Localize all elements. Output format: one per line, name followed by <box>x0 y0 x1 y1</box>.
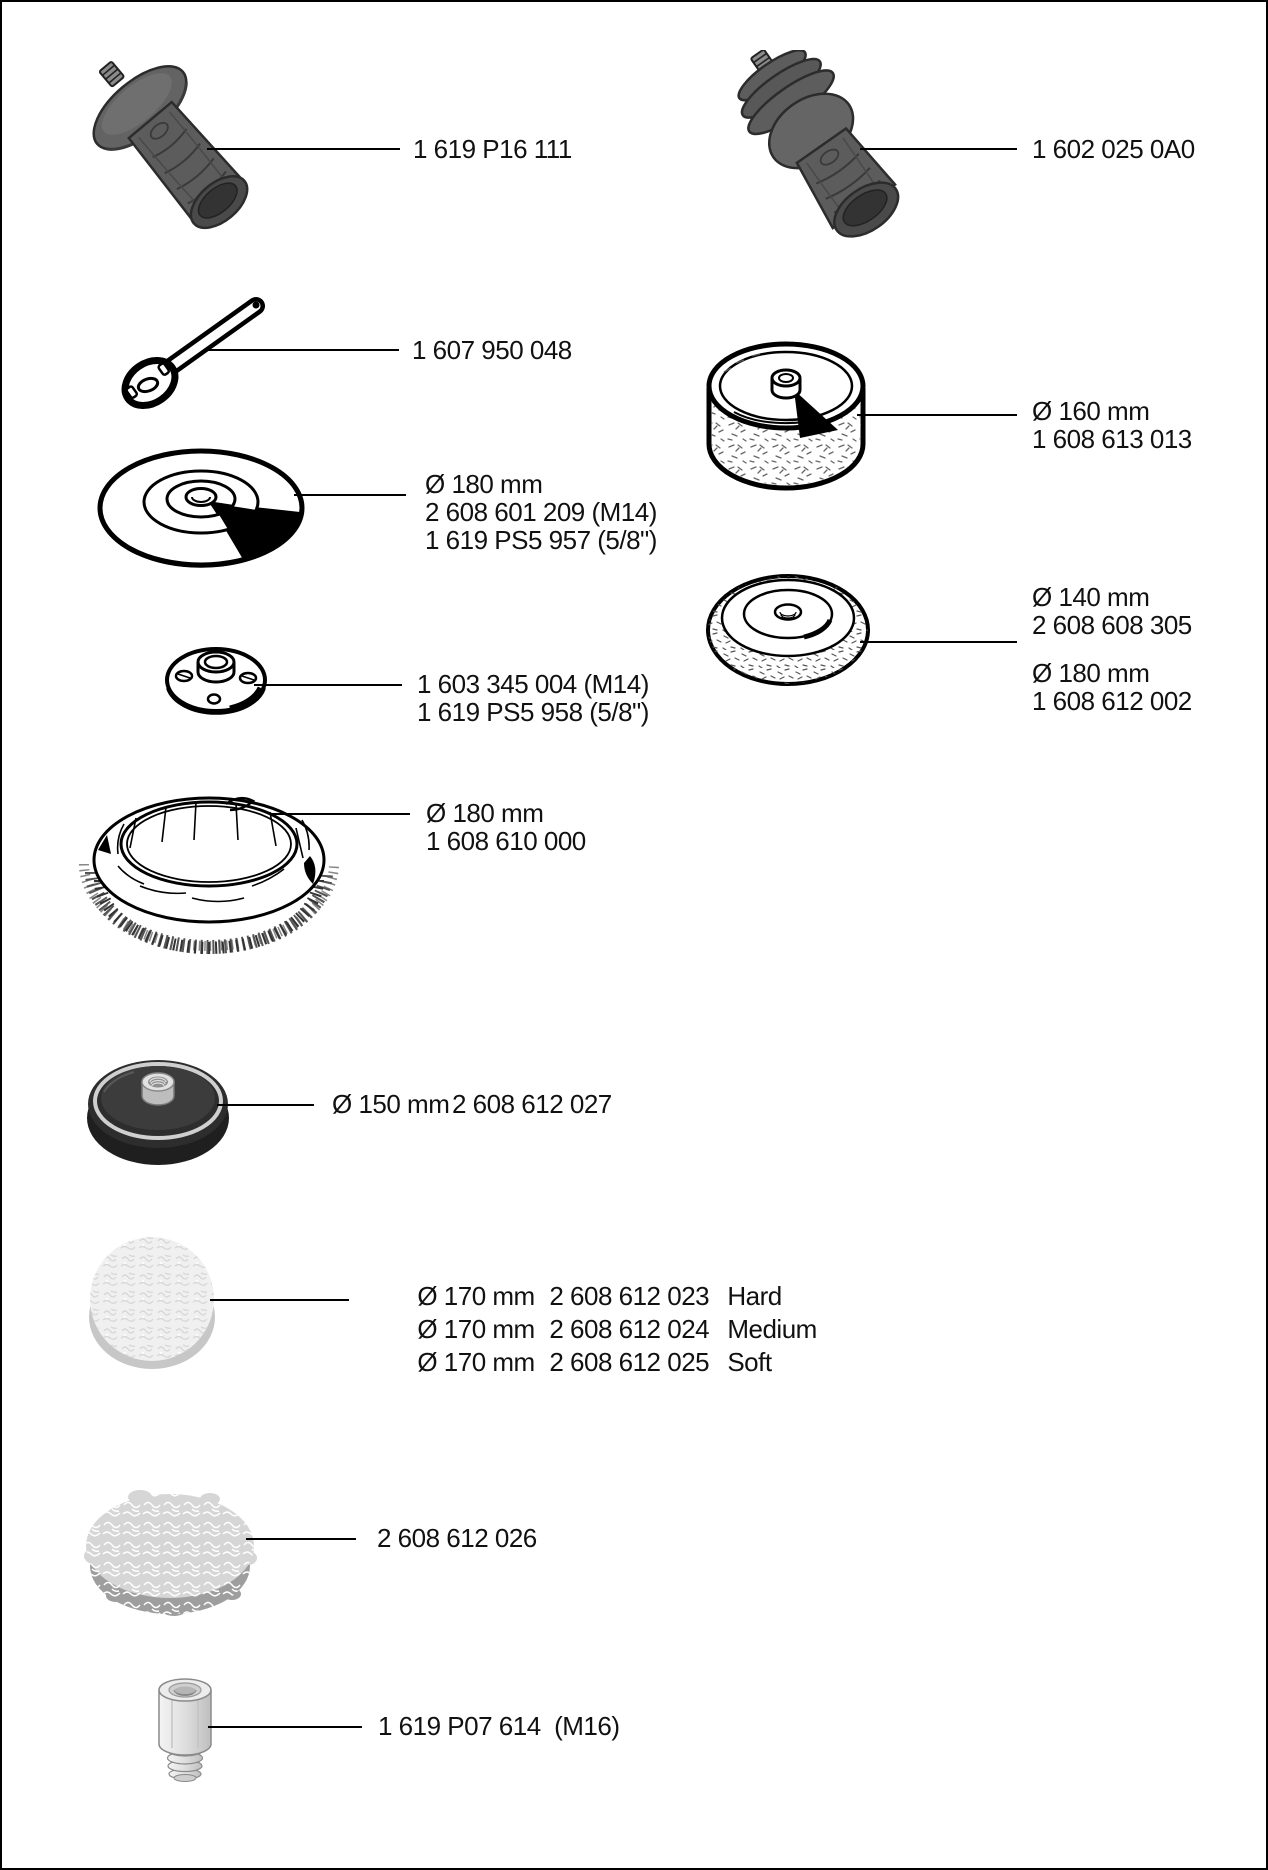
felt-disc-illustration <box>704 560 874 710</box>
leader-line <box>207 349 399 351</box>
leader-line <box>208 1726 362 1728</box>
leader-line <box>217 1104 314 1106</box>
leader-line <box>272 813 410 815</box>
wool-bonnet-illustration <box>74 754 344 974</box>
part-number-label: 1 608 613 013 <box>1032 424 1192 454</box>
leader-line <box>860 148 1017 150</box>
leader-line <box>210 1299 349 1301</box>
part-number-label: 1 608 612 002 <box>1032 686 1192 716</box>
sponge-grade: Medium <box>727 1314 817 1344</box>
part-number-label: 2 608 601 209 (M14) <box>425 497 657 527</box>
sponge-part-number: 2 608 612 023 <box>549 1281 710 1311</box>
lambswool-pad-illustration <box>82 1480 262 1628</box>
leader-line <box>857 414 1017 416</box>
aux-handle-damped-illustration <box>714 50 914 260</box>
sponge-diameter: Ø 170 mm <box>417 1347 535 1377</box>
part-number-label: 1 619 P16 111 <box>413 134 572 164</box>
cup-sponge-illustration <box>704 332 869 517</box>
thread-adapter-illustration <box>148 1674 223 1796</box>
polishing-sponge-illustration <box>84 1235 224 1375</box>
diameter-label: Ø 180 mm <box>1032 658 1150 688</box>
part-number-label: 1 619 P07 614 (M16) <box>378 1711 620 1741</box>
part-number-label: 1 607 950 048 <box>412 335 572 365</box>
sponge-spec-row <box>377 1320 772 1404</box>
sponge-diameter: Ø 170 mm <box>417 1314 535 1344</box>
sponge-grade: Hard <box>727 1281 782 1311</box>
rubber-backing-pad-illustration <box>94 440 312 592</box>
part-number-label: 1 602 025 0A0 <box>1032 134 1195 164</box>
diameter-label: Ø 150 mm <box>332 1089 450 1119</box>
part-number-label: 1 608 610 000 <box>426 826 586 856</box>
sponge-part-number: 2 608 612 025 <box>549 1347 710 1377</box>
leader-line <box>294 494 406 496</box>
diameter-label: Ø 140 mm <box>1032 582 1150 612</box>
aux-handle-standard-illustration <box>87 60 267 260</box>
part-number-label: 2 608 612 027 <box>452 1089 612 1119</box>
diameter-label: Ø 180 mm <box>425 469 543 499</box>
part-number-label: 1 619 PS5 958 (5/8") <box>417 697 649 727</box>
foam-backing-pad-illustration <box>84 1042 236 1174</box>
diameter-label: Ø 160 mm <box>1032 396 1150 426</box>
leader-line <box>254 684 402 686</box>
leader-line <box>860 641 1017 643</box>
part-number-label: 1 619 PS5 957 (5/8") <box>425 525 657 555</box>
sponge-diameter: Ø 170 mm <box>417 1281 535 1311</box>
sponge-grade: Soft <box>727 1347 772 1377</box>
sponge-part-number: 2 608 612 024 <box>549 1314 710 1344</box>
part-number-label: 2 608 612 026 <box>377 1523 537 1553</box>
part-number-label: 1 603 345 004 (M14) <box>417 669 649 699</box>
leader-line <box>246 1538 356 1540</box>
leader-line <box>207 148 400 150</box>
diameter-label: Ø 180 mm <box>426 798 544 828</box>
part-number-label: 2 608 608 305 <box>1032 610 1192 640</box>
